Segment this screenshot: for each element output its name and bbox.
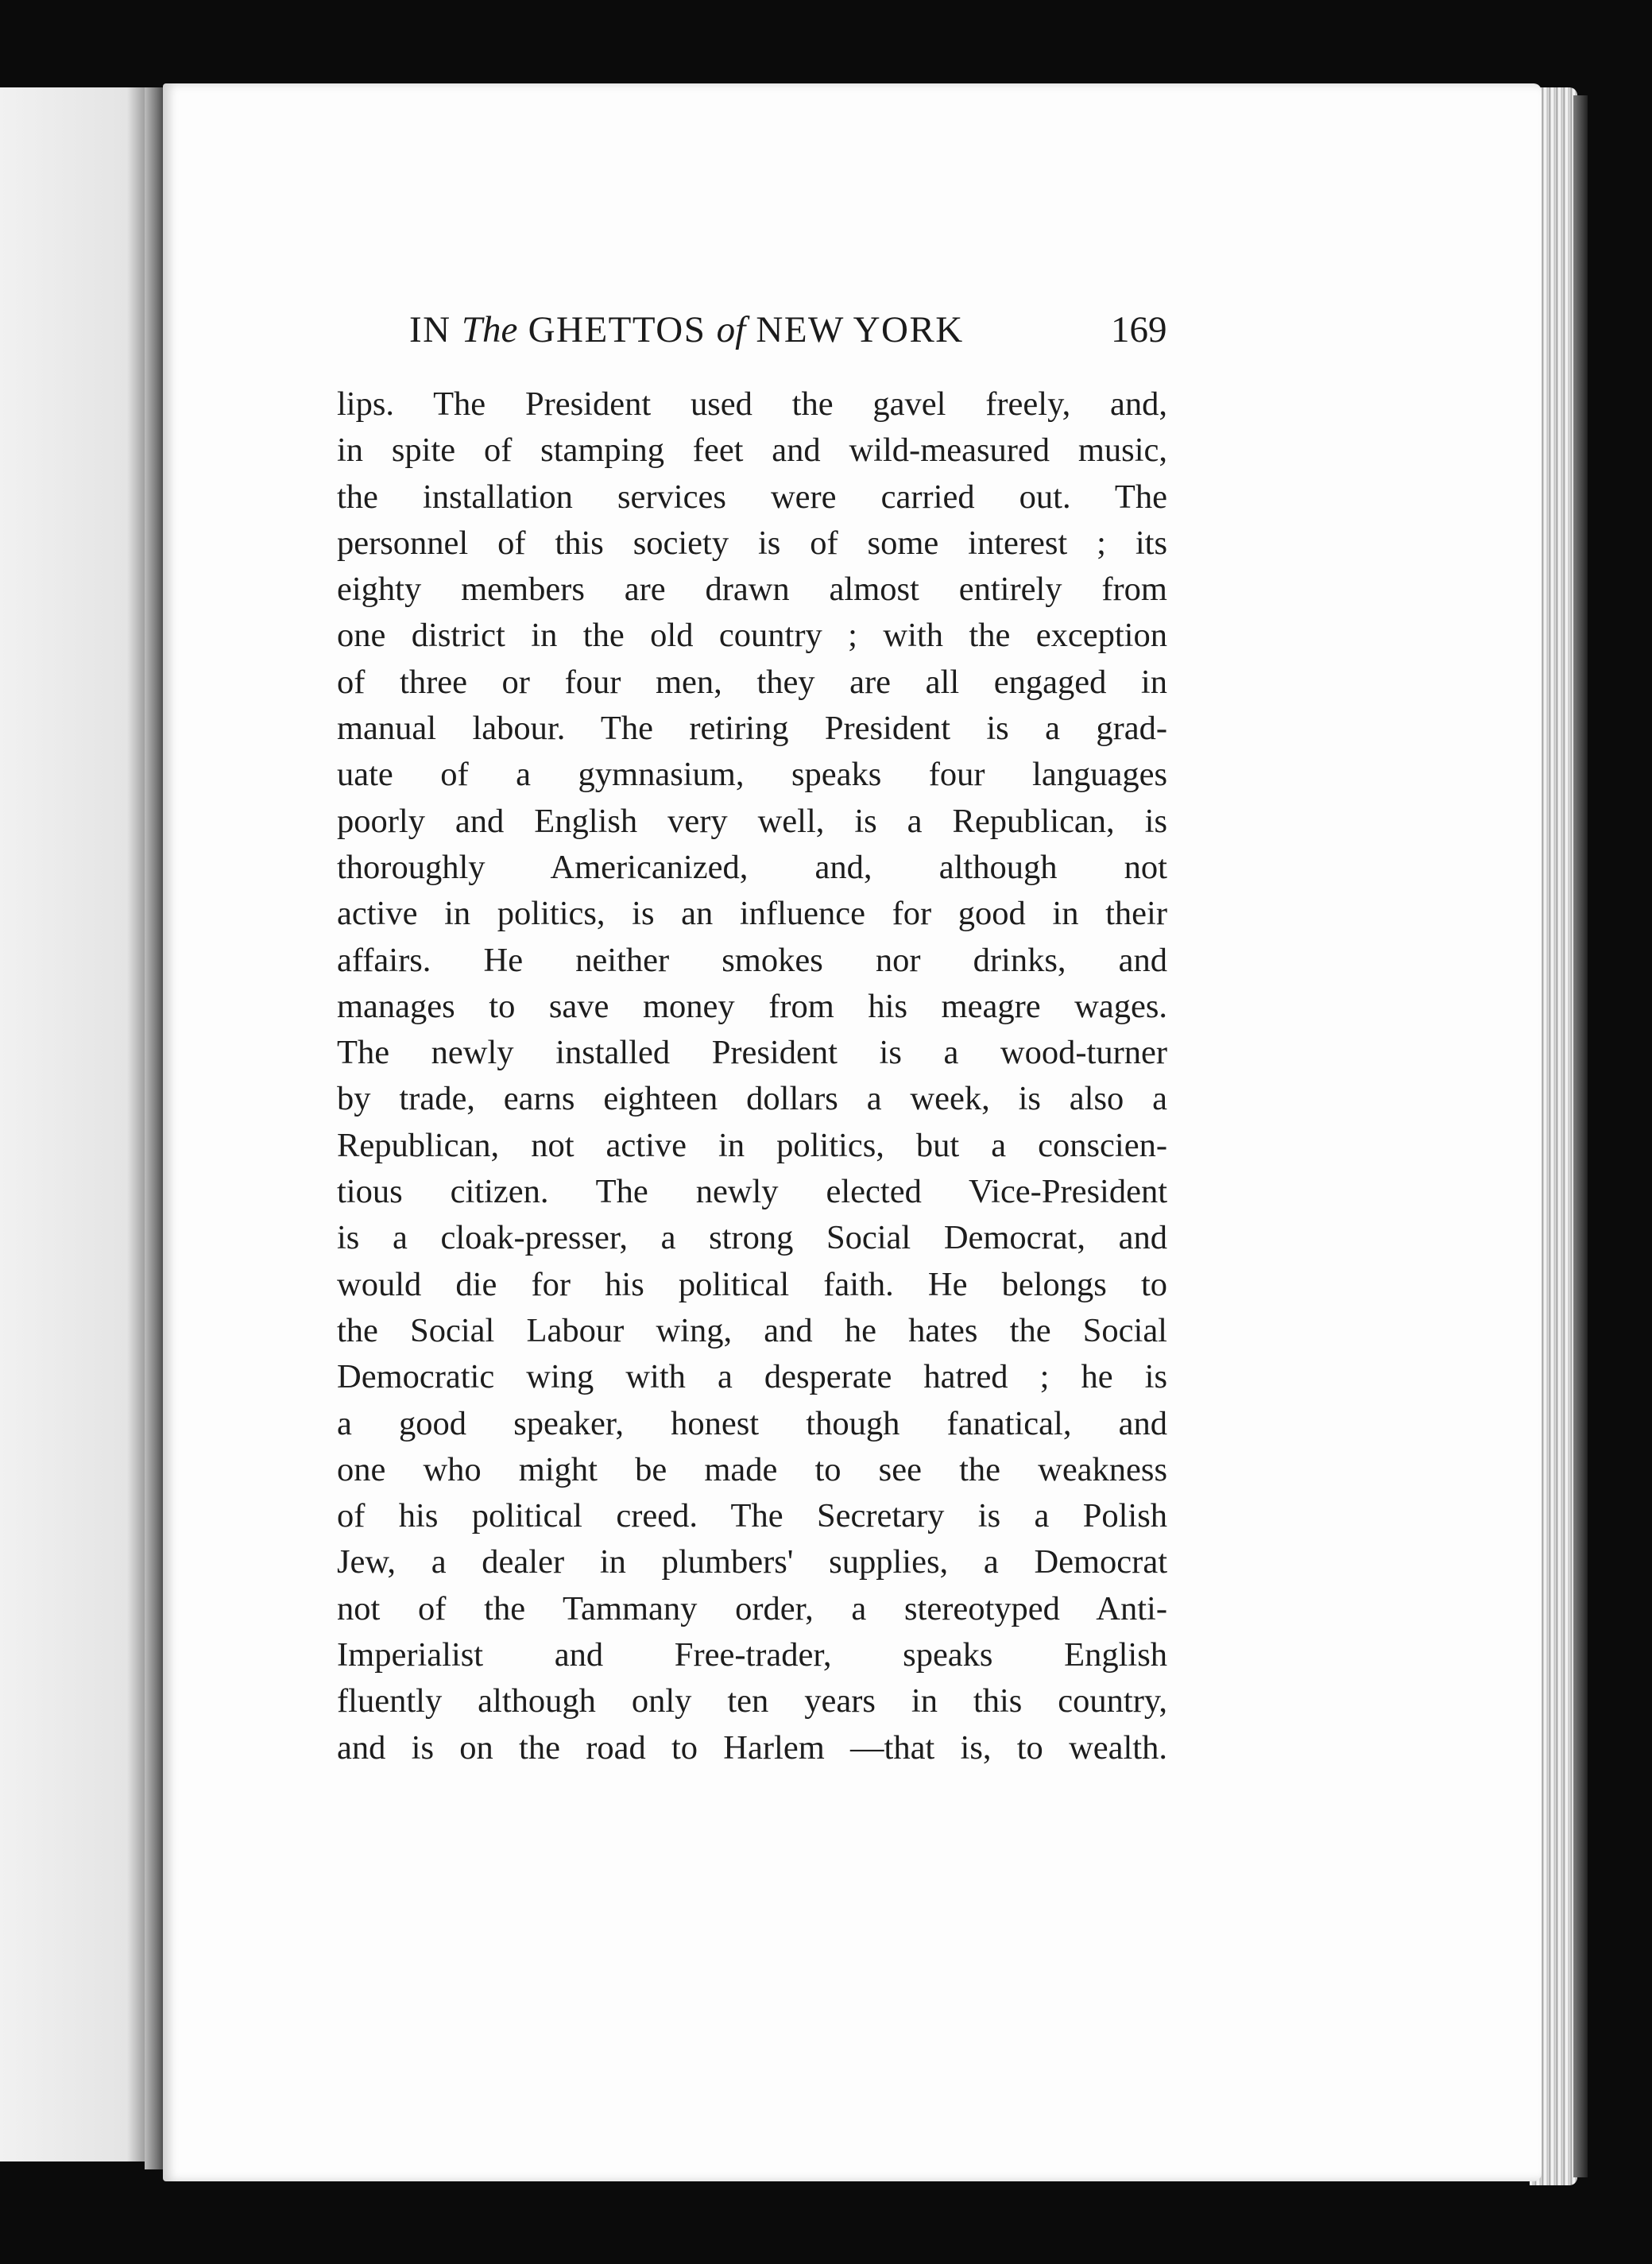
text-line: is a cloak-presser, a strong Social Democrat, and (337, 1219, 1167, 1257)
text-line: by trade, earns eighteen dollars a week, is also a (337, 1080, 1167, 1118)
body-text (337, 381, 1167, 1771)
text-line: not of the Tammany order, a stereotyped Anti- (337, 1589, 1167, 1627)
page-number: 169 (1111, 309, 1167, 350)
text-line: Republican, not active in politics, but a conscien- (337, 1126, 1167, 1164)
text-line: Jew, a dealer in plumbers' supplies, a Democrat (337, 1543, 1167, 1581)
text-line: fluently although only ten years in this country, (337, 1682, 1167, 1720)
text-line: and is on the road to Harlem —that is, to wealth. (337, 1728, 1167, 1767)
text-line: active in politics, is an influence for good in their (337, 895, 1167, 933)
text-line: a good speaker, honest though fanatical, and (337, 1404, 1167, 1442)
text-line: one who might be made to see the weakness (337, 1450, 1167, 1488)
text-line: Democratic wing with a desperate hatred ; he is (337, 1358, 1167, 1396)
text-line: Imperialist and Free-trader, speaks English (337, 1636, 1167, 1674)
running-head-ghettos: GHETTOS (517, 309, 717, 350)
text-line: poorly and English very well, is a Republican, is (337, 802, 1167, 840)
text-line: manages to save money from his meagre wages. (337, 987, 1167, 1025)
text-line: in spite of stamping feet and wild-measured music, (337, 432, 1167, 470)
text-line: of three or four men, they are all engaged in (337, 663, 1167, 701)
running-head-the: The (461, 309, 518, 350)
running-head-of: of (716, 309, 746, 350)
text-line: thoroughly Americanized, and, although not (337, 848, 1167, 886)
text-line: one district in the old country ; with the exception (337, 617, 1167, 655)
text-line: personnel of this society is of some interest ; its (337, 524, 1167, 562)
text-line: lips. The President used the gavel freely, and, (337, 385, 1167, 423)
text-line: of his political creed. The Secretary is a Polish (337, 1497, 1167, 1535)
text-line: the Social Labour wing, and he hates the Social (337, 1311, 1167, 1349)
text-line: manual labour. The retiring President is a grad- (337, 710, 1167, 748)
page-stack-shadow (1573, 95, 1588, 2177)
text-line: uate of a gymnasium, speaks four languages (337, 756, 1167, 794)
text-line: affairs. He neither smokes nor drinks, and (337, 941, 1167, 979)
text-line: tious citizen. The newly elected Vice-President (337, 1173, 1167, 1211)
text-line: would die for his political faith. He belongs to (337, 1265, 1167, 1303)
running-head-in: IN (409, 309, 462, 350)
text-line: eighty members are drawn almost entirely from (337, 571, 1167, 609)
running-head-new-york: NEW YORK (745, 309, 964, 350)
text-line: The newly installed President is a wood-turner (337, 1034, 1167, 1072)
text-line: the installation services were carried out. The (337, 478, 1167, 516)
running-head (409, 308, 1172, 356)
facing-page-edge (0, 87, 159, 2161)
